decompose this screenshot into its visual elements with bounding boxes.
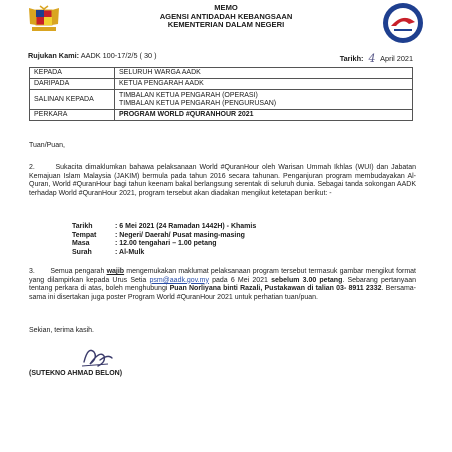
meta-value: PROGRAM WORLD #QURANHOUR 2021 [115, 110, 413, 121]
paragraph-2 [29, 164, 416, 199]
detail-row [72, 232, 256, 241]
paragraph-number: 2. [29, 164, 35, 171]
meta-key: PERKARA [30, 110, 115, 121]
memo-title: MEMO [214, 3, 238, 12]
paragraph-text: . Sebarang pertanyaan tentang perkara di atas, boleh menghubungi [29, 276, 416, 293]
paragraph-text: mengemukakan maklumat pelaksanaan program tersebut termasuk gambar mengikut format yang dilampirkan kepada Urus Setia [29, 268, 416, 284]
paragraph-text: pada 6 Mei 2021 [208, 276, 272, 284]
meta-value: KETUA PENGARAH AADK [115, 79, 413, 90]
paragraph-3 [29, 268, 416, 303]
date-month-year: April 2021 [380, 54, 413, 63]
ministry-name: KEMENTERIAN DALAM NEGERI [167, 20, 285, 30]
meta-value-line: TIMBALAN KETUA PENGARAH (PENGURUSAN) [119, 99, 277, 107]
meta-row-perkara [30, 110, 413, 121]
meta-row-kepada [30, 68, 413, 79]
event-details [72, 223, 256, 258]
meta-row-salinan [30, 90, 413, 110]
paragraph-text: Semua pengarah [50, 268, 107, 275]
signer-name: (SUTEKNO AHMAD BELON) [29, 370, 123, 377]
detail-label: Masa [72, 240, 90, 248]
detail-row [72, 249, 256, 258]
reference-label: Rujukan Kami: [28, 51, 80, 60]
agency-name: AGENSI ANTIDADAH KEBANGSAAN [159, 11, 293, 21]
coat-of-arms-icon [26, 4, 62, 36]
meta-key: SALINAN KEPADA [30, 90, 115, 110]
paragraph-text: . Bersama-sama ini disertakan juga poster Program World #QuranHour 2021 untuk perhatian tuan/puan. [29, 285, 417, 302]
reference-line [28, 51, 413, 65]
contact-person: Puan Norliyana binti Razali, Pustakawan di talian 03- 8911 2332 [169, 285, 382, 293]
date-block [340, 51, 413, 64]
salutation: Tuan/Puan, [29, 142, 65, 149]
meta-value-line: TIMBALAN KETUA PENGARAH (OPERASI) [119, 91, 258, 99]
detail-label: Tempat [72, 231, 97, 239]
detail-value: : 12.00 tengahari – 1.00 petang [115, 240, 217, 248]
detail-row [72, 223, 256, 232]
detail-label: Tarikh [72, 223, 93, 230]
paragraph-text: Sukacita dimaklumkan bahawa pelaksanaan World #QuranHour oleh Warisan Ummah Ikhlas (WUI) dan Jabatan Kemajuan Islam Malaysia (JAKIM) bermula pada tahun 2016 secara tahunan. Penganjuran program membudayakan Al-Quran, World #QuranHour bagi tahun keenam bakal berlangsung serentak di seluruh dunia. Sebagai tanda sokongan AADK terhadap World #QuranHour 2021, program tersebut akan diadakan mengikut ketetapan berikut: - [29, 164, 416, 198]
deadline-text: sebelum 3.00 petang [271, 276, 343, 284]
reference-number: AADK 100-17/2/5 ( 30 ) [80, 51, 157, 60]
detail-label: Surah [72, 249, 92, 257]
detail-row [72, 240, 256, 249]
signature-image [78, 342, 118, 370]
detail-value: : Al-Mulk [115, 249, 145, 257]
meta-value: SELURUH WARGA AADK [115, 68, 413, 79]
closing-line: Sekian, terima kasih. [29, 327, 94, 334]
memo-meta-table [29, 67, 413, 121]
meta-key: DARIPADA [30, 79, 115, 90]
aadk-logo-icon [382, 2, 424, 44]
memo-header [120, 4, 332, 30]
meta-key: KEPADA [30, 68, 115, 79]
paragraph-number: 3. [29, 268, 35, 275]
date-day-handwritten: 4 [368, 52, 376, 65]
date-label: Tarikh: [339, 54, 364, 63]
emphasis-wajib: wajib [106, 268, 125, 275]
detail-value: : Negeri/ Daerah/ Pusat masing-masing [115, 231, 245, 239]
meta-row-daripada [30, 79, 413, 90]
meta-value [115, 90, 413, 110]
email-link[interactable]: psm@aadk.gov.my [149, 276, 209, 284]
detail-value: : 6 Mei 2021 (24 Ramadan 1442H) - Khamis [115, 223, 257, 230]
